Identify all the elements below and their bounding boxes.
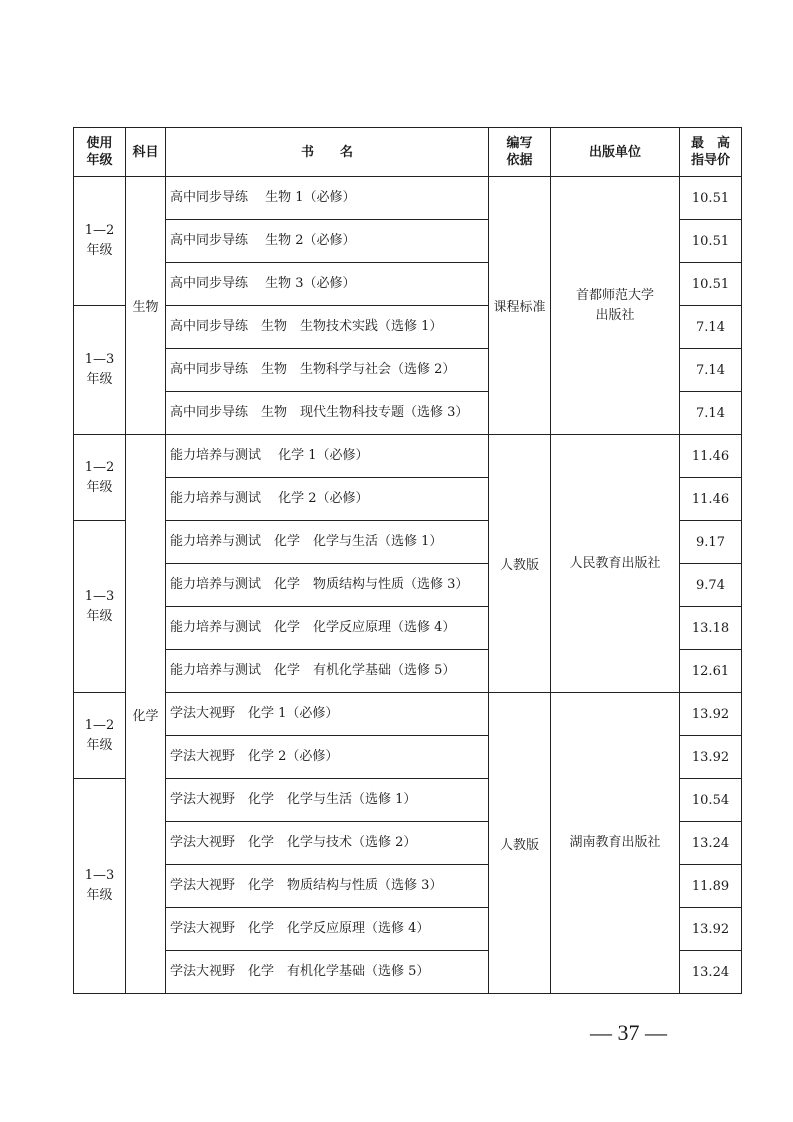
grade-cell: 1—3 年级 bbox=[74, 521, 126, 693]
price-cell: 7.14 bbox=[680, 392, 742, 435]
book-title-cell: 高中同步导练 生物 生物技术实践（选修 1） bbox=[166, 306, 489, 349]
book-title-cell: 学法大视野 化学 有机化学基础（选修 5） bbox=[166, 951, 489, 994]
price-cell: 11.46 bbox=[680, 478, 742, 521]
book-title-cell: 能力培养与测试 化学 物质结构与性质（选修 3） bbox=[166, 564, 489, 607]
subject-cell: 生物 bbox=[126, 177, 166, 435]
price-cell: 13.92 bbox=[680, 693, 742, 736]
book-title-cell: 学法大视野 化学 化学与生活（选修 1） bbox=[166, 779, 489, 822]
table-row bbox=[74, 435, 742, 478]
book-title-cell: 能力培养与测试 化学 2（必修） bbox=[166, 478, 489, 521]
header-price: 最 高 指导价 bbox=[680, 128, 742, 177]
book-title-cell: 高中同步导练 生物 2（必修） bbox=[166, 220, 489, 263]
publisher-cell: 首都师范大学 出版社 bbox=[551, 177, 680, 435]
grade-cell: 1—3 年级 bbox=[74, 779, 126, 994]
book-title-cell: 学法大视野 化学 物质结构与性质（选修 3） bbox=[166, 865, 489, 908]
publisher-cell: 人民教育出版社 bbox=[551, 435, 680, 693]
header-subject: 科目 bbox=[126, 128, 166, 177]
book-title-cell: 能力培养与测试 化学 化学反应原理（选修 4） bbox=[166, 607, 489, 650]
price-cell: 12.61 bbox=[680, 650, 742, 693]
subject-cell: 化学 bbox=[126, 435, 166, 994]
book-title-cell: 高中同步导练 生物 1（必修） bbox=[166, 177, 489, 220]
header-grade: 使用 年级 bbox=[74, 128, 126, 177]
book-title-cell: 高中同步导练 生物 3（必修） bbox=[166, 263, 489, 306]
page-number: — 37 — bbox=[590, 1020, 667, 1045]
price-cell: 10.51 bbox=[680, 220, 742, 263]
book-title-cell: 高中同步导练 生物 现代生物科技专题（选修 3） bbox=[166, 392, 489, 435]
price-cell: 11.46 bbox=[680, 435, 742, 478]
price-cell: 9.74 bbox=[680, 564, 742, 607]
book-title-cell: 能力培养与测试 化学 1（必修） bbox=[166, 435, 489, 478]
header-publisher: 出版单位 bbox=[551, 128, 680, 177]
basis-cell: 人教版 bbox=[489, 693, 551, 994]
book-title-cell: 学法大视野 化学 1（必修） bbox=[166, 693, 489, 736]
price-cell: 13.24 bbox=[680, 951, 742, 994]
price-cell: 13.92 bbox=[680, 736, 742, 779]
basis-cell: 课程标准 bbox=[489, 177, 551, 435]
book-title-cell: 学法大视野 化学 化学反应原理（选修 4） bbox=[166, 908, 489, 951]
book-title-cell: 学法大视野 化学 化学与技术（选修 2） bbox=[166, 822, 489, 865]
book-title-cell: 能力培养与测试 化学 化学与生活（选修 1） bbox=[166, 521, 489, 564]
header-title: 书 名 bbox=[166, 128, 489, 177]
price-cell: 13.92 bbox=[680, 908, 742, 951]
grade-cell: 1—2 年级 bbox=[74, 435, 126, 521]
book-title-cell: 学法大视野 化学 2（必修） bbox=[166, 736, 489, 779]
book-title-cell: 高中同步导练 生物 生物科学与社会（选修 2） bbox=[166, 349, 489, 392]
price-cell: 7.14 bbox=[680, 306, 742, 349]
table-row bbox=[74, 693, 742, 736]
table-row bbox=[74, 177, 742, 220]
table-header-row bbox=[74, 128, 742, 177]
grade-cell: 1—2 年级 bbox=[74, 693, 126, 779]
price-cell: 9.17 bbox=[680, 521, 742, 564]
price-cell: 13.24 bbox=[680, 822, 742, 865]
book-title-cell: 能力培养与测试 化学 有机化学基础（选修 5） bbox=[166, 650, 489, 693]
price-cell: 11.89 bbox=[680, 865, 742, 908]
publisher-cell: 湖南教育出版社 bbox=[551, 693, 680, 994]
grade-cell: 1—2 年级 bbox=[74, 177, 126, 306]
grade-cell: 1—3 年级 bbox=[74, 306, 126, 435]
price-cell: 10.51 bbox=[680, 177, 742, 220]
price-cell: 10.51 bbox=[680, 263, 742, 306]
basis-cell: 人教版 bbox=[489, 435, 551, 693]
header-basis: 编写 依据 bbox=[489, 128, 551, 177]
price-cell: 13.18 bbox=[680, 607, 742, 650]
price-cell: 10.54 bbox=[680, 779, 742, 822]
price-cell: 7.14 bbox=[680, 349, 742, 392]
textbook-price-table bbox=[73, 127, 742, 994]
